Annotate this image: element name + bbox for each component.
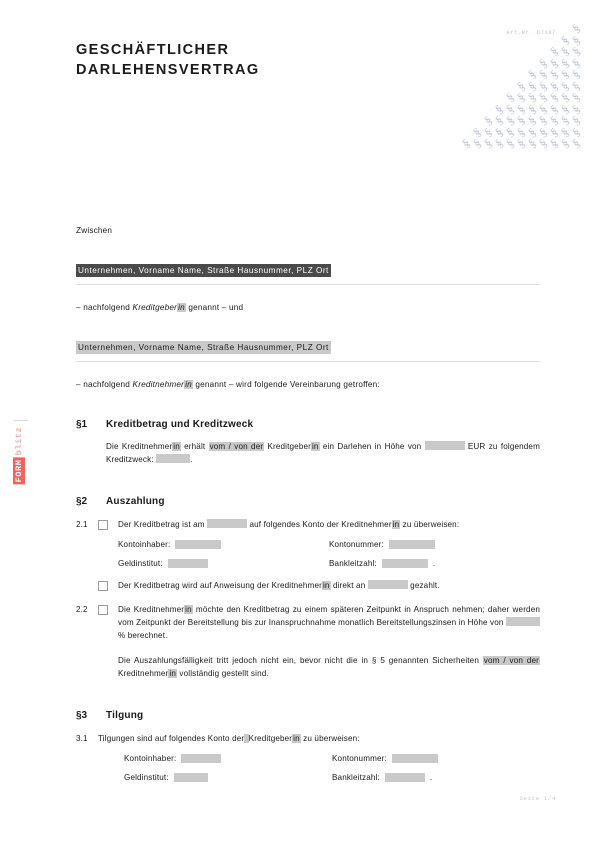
paragraph-symbol-icon: §	[481, 135, 495, 151]
checkbox-2-1[interactable]	[98, 520, 108, 530]
account-number-field[interactable]	[389, 540, 435, 549]
paragraph-symbol-icon: §	[525, 66, 539, 82]
paragraph-symbol-icon: §	[558, 112, 572, 128]
section-1-heading	[76, 419, 540, 430]
s1-t3: Kreditgeber	[264, 442, 311, 451]
section-1-number: §1	[76, 419, 88, 430]
clause-2-2-body	[118, 603, 540, 680]
paragraph-symbol-icon: §	[492, 124, 506, 140]
c31-t3: zu überweisen:	[300, 734, 360, 743]
paragraph-symbol-icon: §	[536, 135, 550, 151]
bank-field-2[interactable]	[174, 773, 208, 782]
section-1-title: Kreditbetrag und Kreditzweck	[106, 419, 254, 430]
paragraph-symbol-icon: §	[569, 135, 583, 151]
paragraph-symbol-icon: §	[558, 78, 572, 94]
account-number-field-2[interactable]	[392, 754, 438, 763]
paragraph-symbol-icon: §	[525, 112, 539, 128]
party-1-caption-pre: – nachfolgend	[76, 303, 133, 312]
c22-p2c: vollständig gestellt sind.	[177, 669, 269, 678]
paragraph-symbol-icon: §	[569, 124, 583, 140]
paragraph-symbol-icon: §	[536, 101, 550, 117]
party-2-role-suffix[interactable]: in	[185, 380, 192, 389]
paragraph-symbol-icon: §	[481, 124, 495, 140]
s1-t3-hl[interactable]: in	[311, 442, 319, 451]
paragraph-symbol-icon: §	[525, 135, 539, 151]
page-title	[76, 40, 540, 80]
between-label: Zwischen	[76, 226, 113, 235]
clause-2-1	[76, 518, 540, 531]
c21-t2: auf folgendes Konto der Kreditnehmer	[247, 520, 392, 529]
paragraph-symbol-icon: §	[514, 89, 528, 105]
party-2-caption	[76, 380, 540, 389]
c22-p1b: möchte den Kreditbetrag zu einem späteren Zeitpunkt in Anspruch nehmen; daher werden vom Zeitpunkt der Bereitstellung bis zur Inanspruchnahme monatlich Bereitstellungszinsen in Höhe von	[118, 605, 540, 627]
bank-row-number	[329, 540, 540, 549]
paragraph-symbol-icon: §	[547, 135, 561, 151]
bank-row-holder-2	[124, 754, 332, 763]
calt-t2: direkt an	[330, 581, 368, 590]
section-3-heading	[76, 710, 540, 721]
paragraph-symbol-icon: §	[459, 135, 473, 151]
label-account-holder-2: Kontoinhaber:	[124, 754, 177, 763]
paragraph-symbol-icon: §	[558, 66, 572, 82]
c31-t1: Tilgungen sind auf folgendes Konto der	[98, 734, 245, 743]
paragraph-symbol-icon: §	[503, 112, 517, 128]
paragraph-symbol-icon: §	[503, 124, 517, 140]
clause-2-1-alt	[76, 579, 540, 592]
paragraph-symbol-icon: §	[569, 101, 583, 117]
clause-2-2-paragraph-2	[118, 654, 540, 680]
loan-purpose-field[interactable]	[156, 454, 193, 464]
party-1-block	[76, 260, 540, 285]
bank-row-number-2	[332, 754, 540, 763]
party-2-rule	[76, 361, 540, 362]
account-holder-field[interactable]	[175, 540, 221, 549]
paragraph-symbol-icon: §	[514, 135, 528, 151]
s1-t2-hl[interactable]: vom / von der	[209, 442, 264, 451]
paragraph-symbol-icon: §	[569, 78, 583, 94]
paragraph-symbol-icon: §	[547, 101, 561, 117]
c21-dot: .	[432, 559, 436, 568]
bank-code-field-2[interactable]	[385, 773, 425, 782]
logo-divider	[14, 420, 28, 421]
bank-row-bank-2	[124, 773, 332, 782]
paragraph-symbol-icon: §	[569, 32, 583, 48]
account-holder-field-2[interactable]	[181, 754, 221, 763]
page-footer: Seite 1/4	[519, 796, 556, 802]
calt-t3: gezahlt.	[407, 581, 440, 590]
label-account-holder: Kontoinhaber:	[118, 540, 171, 549]
section-2-heading	[76, 496, 540, 507]
c22-p2-hl2[interactable]: in	[169, 669, 176, 678]
c22-p1c: % berechnet.	[118, 631, 168, 640]
title-line-1: GESCHÄFTLICHER	[76, 42, 230, 58]
title-line-2: DARLEHENSVERTRAG	[76, 62, 260, 78]
clause-2-1-body	[118, 518, 540, 531]
logo-blitz: blitz	[14, 427, 24, 456]
section-2-title: Auszahlung	[106, 496, 165, 507]
document-content	[76, 40, 540, 782]
bank-details-2-1	[118, 540, 540, 568]
party-1-rule	[76, 284, 540, 285]
c21-t3: zu überweisen:	[400, 520, 460, 529]
paragraph-symbol-icon: §	[569, 43, 583, 59]
c31-t2: Kreditgeber	[248, 734, 293, 743]
paragraph-symbol-icon: §	[558, 101, 572, 117]
party-1-field[interactable]: Unternehmen, Vorname Name, Straße Hausnummer, PLZ Ort	[78, 266, 329, 275]
label-bank: Geldinstitut:	[118, 559, 163, 568]
section-2-number: §2	[76, 496, 88, 507]
c22-p2-hl[interactable]: vom / von der	[483, 656, 539, 665]
clause-alt-checkbox-cell	[98, 579, 118, 592]
label-bank-code-2: Bankleitzahl:	[332, 773, 380, 782]
party-1-role: Kreditgeber	[132, 303, 178, 312]
c21-t2-hl[interactable]: in	[392, 520, 400, 529]
label-bank-code: Bankleitzahl:	[329, 559, 377, 568]
article-number: Art.Nr. D7187	[506, 30, 556, 36]
paragraph-symbol-icon: §	[569, 66, 583, 82]
party-2-caption-post: genannt – wird folgende Vereinbarung getroffen:	[192, 380, 380, 389]
clause-2-1-number: 2.1	[76, 520, 88, 529]
clause-2-2	[76, 603, 540, 680]
formblitz-logo	[14, 420, 30, 484]
calt-t1: Der Kreditbetrag wird auf Anweisung der Kreditnehmer	[118, 581, 322, 590]
party-2-caption-pre: – nachfolgend	[76, 380, 133, 389]
party-1-role-suffix[interactable]: in	[178, 303, 185, 312]
paragraph-symbol-icon: §	[536, 124, 550, 140]
bank-row-bank	[118, 559, 329, 568]
paragraph-symbol-icon: §	[536, 78, 550, 94]
paragraph-symbol-icon: §	[569, 112, 583, 128]
label-bank-2: Geldinstitut:	[124, 773, 169, 782]
paragraph-symbol-icon: §	[547, 112, 561, 128]
payee-field[interactable]	[368, 580, 408, 589]
party-2-field[interactable]: Unternehmen, Vorname Name, Straße Hausnummer, PLZ Ort	[78, 343, 329, 352]
label-account-number: Kontonummer:	[329, 540, 384, 549]
paragraph-symbol-icon: §	[525, 101, 539, 117]
paragraph-symbol-icon: §	[470, 124, 484, 140]
paragraph-symbol-icon: §	[503, 101, 517, 117]
loan-amount-field[interactable]	[425, 441, 465, 450]
paragraph-symbol-icon: §	[492, 112, 506, 128]
paragraph-symbol-icon: §	[558, 43, 572, 59]
s1-t4: ein Darlehen in Höhe von	[319, 442, 425, 451]
clause-alt-body	[118, 579, 540, 592]
c31-dot: .	[429, 773, 433, 782]
provision-interest-field[interactable]	[506, 617, 540, 626]
paragraph-symbol-icon: §	[503, 89, 517, 105]
paragraph-symbol-icon: §	[547, 124, 561, 140]
paragraph-symbol-icon: §	[536, 89, 550, 105]
c21-t1: Der Kreditbetrag ist am	[118, 520, 208, 529]
s1-t1-hl[interactable]: in	[173, 442, 180, 451]
paragraph-symbol-icon: §	[536, 66, 550, 82]
label-account-number-2: Kontonummer:	[332, 754, 387, 763]
paragraph-symbol-icon: §	[492, 135, 506, 151]
clause-3-1	[76, 732, 540, 745]
bank-row-holder	[118, 540, 329, 549]
paragraph-symbol-icon: §	[525, 78, 539, 94]
paragraph-symbol-icon: §	[492, 101, 506, 117]
bank-row-code	[329, 559, 540, 568]
paragraph-symbol-icon: §	[558, 135, 572, 151]
party-2-block	[76, 337, 540, 362]
paragraph-symbol-icon: §	[558, 89, 572, 105]
c22-p1a: Die Kreditnehmer	[118, 605, 185, 614]
paragraph-symbol-icon: §	[514, 101, 528, 117]
paragraph-symbol-icon: §	[547, 43, 561, 59]
clause-2-2-number: 2.2	[76, 605, 88, 614]
section-3-title: Tilgung	[106, 710, 144, 721]
clause-3-1-body	[98, 732, 540, 745]
c22-p2b: Kreditnehmer	[118, 669, 169, 678]
paragraph-symbol-icon: §	[514, 78, 528, 94]
party-2-role: Kreditnehmer	[132, 380, 185, 389]
bank-field[interactable]	[168, 559, 208, 568]
paragraph-symbol-icon: §	[470, 135, 484, 151]
clause-3-1-number: 3.1	[76, 734, 88, 743]
payout-date-field[interactable]	[207, 519, 247, 528]
bank-details-3-1	[124, 754, 540, 782]
c31-t2-hl[interactable]: in	[293, 734, 300, 743]
paragraph-symbol-icon: §	[547, 89, 561, 105]
paragraph-symbol-icon: §	[514, 112, 528, 128]
paragraph-symbol-icon: §	[547, 78, 561, 94]
paragraph-symbol-icon: §	[525, 89, 539, 105]
c22-p2a: Die Auszahlungsfälligkeit tritt jedoch nicht ein, bevor nicht die in § 5 genannten Sicherheiten	[118, 656, 483, 665]
clause-alt-number-spacer	[76, 579, 98, 592]
paragraph-symbol-icon: §	[514, 124, 528, 140]
party-1-caption-post: genannt – und	[185, 303, 244, 312]
paragraph-symbol-icon: §	[481, 112, 495, 128]
paragraph-symbol-icon: §	[558, 55, 572, 71]
checkbox-2-1-alt[interactable]	[98, 581, 108, 591]
section-3-number: §3	[76, 710, 88, 721]
logo-form: FORM	[14, 459, 24, 483]
bank-row-code-2	[332, 773, 540, 782]
section-1-body	[106, 440, 540, 466]
s1-t5: EUR zu folgendem Kreditzweck:	[106, 442, 540, 464]
paragraph-symbol-icon: §	[558, 32, 572, 48]
bank-code-field[interactable]	[382, 559, 428, 568]
s1-t6: .	[190, 455, 193, 464]
paragraph-symbol-icon: §	[569, 55, 583, 71]
paragraph-symbol-icon: §	[558, 124, 572, 140]
clause-2-2-checkbox-cell	[98, 603, 118, 680]
paragraph-symbol-icon: §	[569, 20, 583, 36]
paragraph-symbol-icon: §	[536, 112, 550, 128]
paragraph-symbol-icon: §	[536, 55, 550, 71]
checkbox-2-2[interactable]	[98, 605, 108, 615]
c22-p1-hl[interactable]: in	[185, 605, 192, 614]
paragraph-symbol-icon: §	[547, 55, 561, 71]
logo-text	[14, 425, 25, 484]
paragraph-symbol-icon: §	[547, 66, 561, 82]
party-1-caption	[76, 303, 540, 312]
paragraph-symbol-icon: §	[569, 89, 583, 105]
s1-t2: erhält	[180, 442, 209, 451]
paragraph-symbol-icon: §	[525, 124, 539, 140]
s1-t1: Die Kreditnehmer	[106, 442, 173, 451]
calt-t1-hl[interactable]: in	[322, 581, 330, 590]
clause-2-1-checkbox-cell	[98, 518, 118, 531]
paragraph-symbol-icon: §	[503, 135, 517, 151]
